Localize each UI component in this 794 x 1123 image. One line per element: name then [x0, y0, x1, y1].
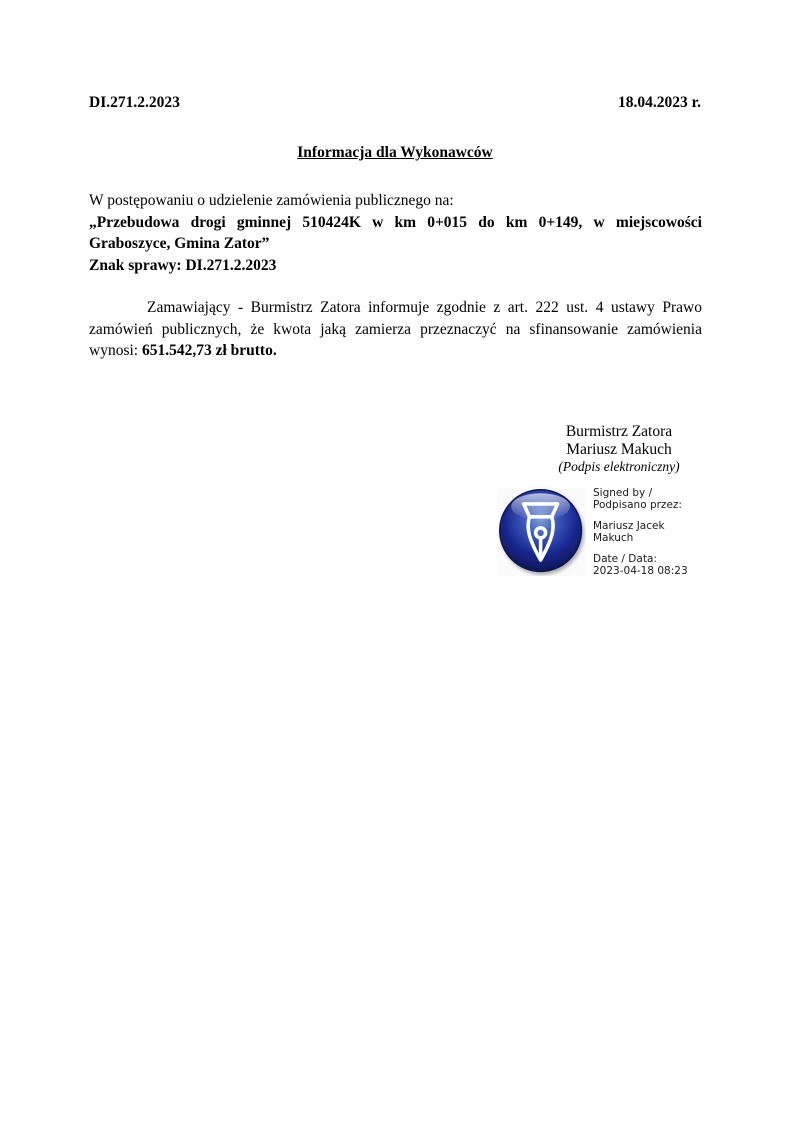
signer-role: Burmistrz Zatora — [565, 423, 673, 440]
body-text: Zamawiający - Burmistrz Zatora informuje zgodnie z art. 222 ust. 4 ustawy Prawo zamówień publicznych, że kwota jaką zamierza przeznaczyć na sfinansowanie zamówienia wynosi: — [89, 299, 702, 359]
intro-block — [89, 190, 702, 255]
document-number: DI.271.2.2023 — [89, 94, 180, 111]
page-title: Informacja dla Wykonawców — [297, 144, 493, 161]
stamp-date: Date / Data: 2023-04-18 08:23 — [593, 553, 688, 577]
body-paragraph — [89, 297, 702, 362]
pen-nib-icon — [497, 487, 586, 576]
header-row — [89, 94, 701, 112]
signed-by-label: Signed by / Podpisano przez: — [593, 487, 682, 511]
amount-value: 651.542,73 zł brutto. — [141, 342, 277, 359]
signature-note: (Podpis elektroniczny) — [558, 459, 680, 474]
case-number: Znak sprawy: DI.271.2.2023 — [89, 257, 277, 274]
signature-block — [534, 423, 704, 476]
subject-line: „Przebudowa drogi gminnej 510424K w km 0+015 do km 0+149, w miejscowości Graboszyce, Gmina Zator” — [89, 213, 702, 252]
stamp-signer-name: Mariusz Jacek Makuch — [593, 520, 665, 544]
electronic-signature-stamp — [497, 487, 747, 579]
signer-name: Mariusz Makuch — [566, 440, 672, 458]
document-date: 18.04.2023 r. — [618, 94, 701, 111]
stamp-text — [593, 487, 688, 577]
intro-line: W postępowaniu o udzielenie zamówienia publicznego na: — [89, 192, 454, 209]
